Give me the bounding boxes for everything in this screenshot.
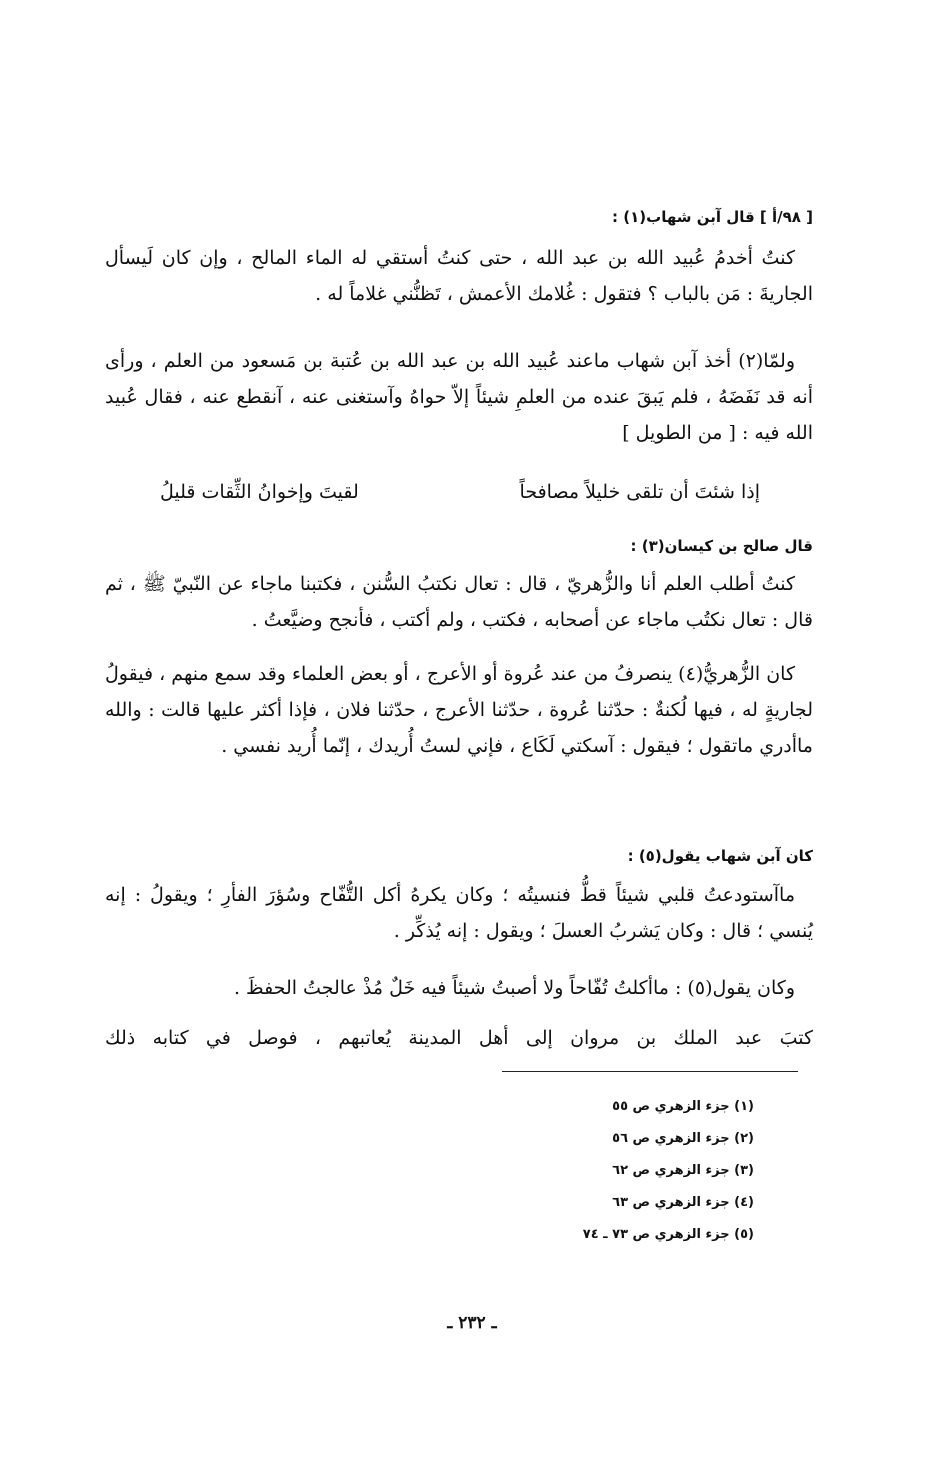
paragraph [105,656,813,764]
paragraph-text: كنتُ أطلب العلم أنا والزُّهريّ ، قال : تعال نكتبُ السُّنن ، فكتبنا ماجاء عن النّبيّ ﷺ ، ثم قال : تعال نكتُب ماجاء عن أصحابه ، فكتب ، ولم أكتب ، فأنجح وضيَّعتُ . [105,573,813,631]
paragraph-text: ماآستودعتُ قلبي شيئاً قطُّ فنسيتُه ؛ وكان يكرهُ أكل التُّفّاح وسُؤرَ الفأرِ ؛ ويقولُ : إنه يُنسي ؛ قال : وكان يَشربُ العسلَ ؛ ويقول : إنه يُذكِّر . [105,884,813,942]
section-heading-ibn-shihab: [ ٩٨/أ ] قال آبن شهاب(١) : [612,208,813,226]
footnote: (٣) جزء الزهري ص ٦٢ [612,1163,754,1178]
footnote-separator [502,1071,798,1072]
section-heading-salih: قال صالح بن كيسان(٣) : [630,537,813,555]
paragraph [105,1020,813,1056]
footnote: (٥) جزء الزهري ص ٧٣ ـ ٧٤ [582,1227,754,1242]
paragraph [105,343,813,451]
paragraph [105,240,813,312]
paragraph [105,877,813,949]
paragraph-text: كان الزُّهريُّ(٤) ينصرفُ من عند عُروة أو الأعرج ، أو بعض العلماء وقد سمع منهم ، فيقولُ لجاريةٍ له ، فيها لُكنةٌ : حدّثنا عُروة ، حدّثنا الأعرج ، حدّثنا فلان ، فإذا أكثر عليها قالت : والله ماأدري ماتقول ؛ فيقول : آسكتي لَكَاع ، فإني لستُ أُريدك ، إنّما أُريد نفسي . [105,663,813,757]
verse-second-hemistich: لقيتَ وإخوانُ الثِّقات قليلُ [160,481,359,503]
footnote: (١) جزء الزهري ص ٥٥ [612,1099,754,1114]
poetry-verse [160,472,760,512]
page-number: ـ ٢٣٢ ـ [447,1313,497,1333]
paragraph [105,566,813,638]
verse-first-hemistich: إذا شئتَ أن تلقى خليلاً مصافحاً [519,481,760,503]
paragraph-text: كنتُ أخدمُ عُبيد الله بن عبد الله ، حتى كنتُ أستقي له الماء المالح ، وإن كان لَيسأل الجاريةَ : مَن بالباب ؟ فتقول : غُلامك الأعمش ، تَظنُّني غلاماً له . [105,247,813,305]
paragraph [105,970,813,1006]
paragraph-text: كتبَ عبد الملك بن مروان إلى أهل المدينة يُعاتبهم ، فوصل في كتابه ذلك [105,1027,813,1049]
paragraph-text: ولمّا(٢) أخذ آبن شهاب ماعند عُبيد الله بن عبد الله بن عُتبة بن مَسعود من العلم ، ورأى أنه قد نَفَضَهُ ، فلم يَبقَ عنده من العلمِ شيئاً إلاّ حواهُ وآستغنى عنه ، آنقطع عنه ، فقال عُبيد الله فيه : [ من الطويل ] [105,350,813,444]
paragraph-text: وكان يقول(٥) : ماأكلتُ تُفّاحاً ولا أصبتُ شيئاً فيه خَلٌ مُذْ عالجتُ الحفظَ . [233,977,795,999]
section-heading-ibn-shihab-says: كان آبن شهاب يقول(٥) : [627,847,813,865]
footnote: (٤) جزء الزهري ص ٦٣ [612,1195,754,1210]
footnote: (٢) جزء الزهري ص ٥٦ [612,1131,754,1146]
